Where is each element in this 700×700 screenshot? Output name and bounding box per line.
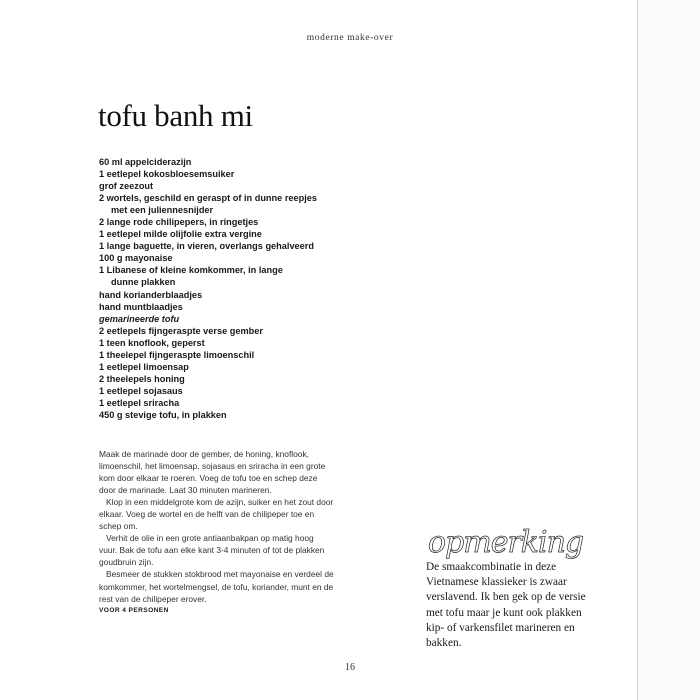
- ingredient-item: 1 Libanese of kleine komkommer, in lange: [99, 265, 283, 276]
- page-gutter-line: [637, 0, 638, 700]
- ingredient-item: 1 eetlepel limoensap: [99, 361, 189, 372]
- ingredient-item: 1 eetlepel kokosbloesemsuiker: [99, 169, 235, 180]
- ingredient-item: 1 eetlepel sriracha: [99, 397, 180, 408]
- ingredient-item: 100 g mayonaise: [99, 253, 173, 264]
- ingredient-item: 1 lange baguette, in vieren, overlangs gehalveerd: [99, 241, 314, 252]
- ingredient-item: grof zeezout: [99, 181, 154, 192]
- running-head: moderne make-over: [306, 33, 394, 43]
- ingredient-subheading: gemarineerde tofu: [99, 313, 180, 324]
- ingredient-item: 450 g stevige tofu, in plakken: [99, 409, 227, 420]
- ingredient-item-continued: met een juliennesnijder: [111, 205, 214, 216]
- note-heading: [426, 518, 596, 562]
- ingredient-item: 2 wortels, geschild en geraspt of in dunne reepjes: [99, 193, 318, 204]
- ingredient-item: 1 eetlepel milde olijfolie extra vergine: [99, 229, 262, 240]
- method-paragraph: Besmeer de stukken stokbrood met mayonaise en verdeel de komkommer, het wortelmengsel, de tofu, koriander, munt en de rest van de chilipeper erover.: [99, 569, 334, 604]
- ingredient-item: 1 theelepel fijngeraspte limoenschil: [99, 349, 255, 360]
- ingredient-item: 2 eetlepels fijngeraspte verse gember: [99, 325, 263, 336]
- method-paragraph: Verhit de olie in een grote antiaanbakpan op matig hoog vuur. Bak de tofu aan elke kant 3-4 minuten of tot de plakken goudbruin zijn.: [99, 533, 325, 568]
- page-number: 16: [345, 662, 355, 673]
- ingredient-item: hand muntblaadjes: [99, 301, 183, 312]
- method-paragraph: Klop in een middelgrote kom de azijn, suiker en het zout door elkaar. Voeg de wortel en de helft van de chilipeper toe en schep om.: [99, 497, 334, 532]
- servings-label: VOOR 4 PERSONEN: [99, 606, 169, 614]
- ingredient-item: 60 ml appelciderazijn: [99, 157, 192, 167]
- ingredient-list: [99, 156, 317, 421]
- ingredient-item: hand korianderblaadjes: [99, 289, 203, 300]
- note-heading-text: opmerking: [428, 525, 584, 560]
- ingredient-item: 2 lange rode chilipepers, in ringetjes: [99, 217, 259, 228]
- ingredient-item: 1 teen knoflook, geperst: [99, 337, 205, 348]
- note-body: De smaakcombinatie in deze Vietnamese klassieker is zwaar verslavend. Ik ben gek op de versie met tofu maar je kunt ook plakken kip- of varkensfilet marineren en bakken.: [426, 561, 586, 650]
- ingredient-item: 1 eetlepel sojasaus: [99, 385, 183, 396]
- ingredient-item: 2 theelepels honing: [99, 373, 185, 384]
- method-paragraph: Maak de marinade door de gember, de honing, knoflook, limoenschil, het limoensap, sojasaus en sriracha in een grote kom door elkaar te roeren. Voeg de tofu toe en schep deze door de marinade. Laat 30 minuten marineren.: [99, 449, 326, 496]
- ingredient-item-continued: dunne plakken: [111, 277, 176, 288]
- recipe-title: tofu banh mi: [98, 98, 253, 133]
- method-text: [99, 448, 334, 617]
- facing-page-edge: [638, 0, 700, 700]
